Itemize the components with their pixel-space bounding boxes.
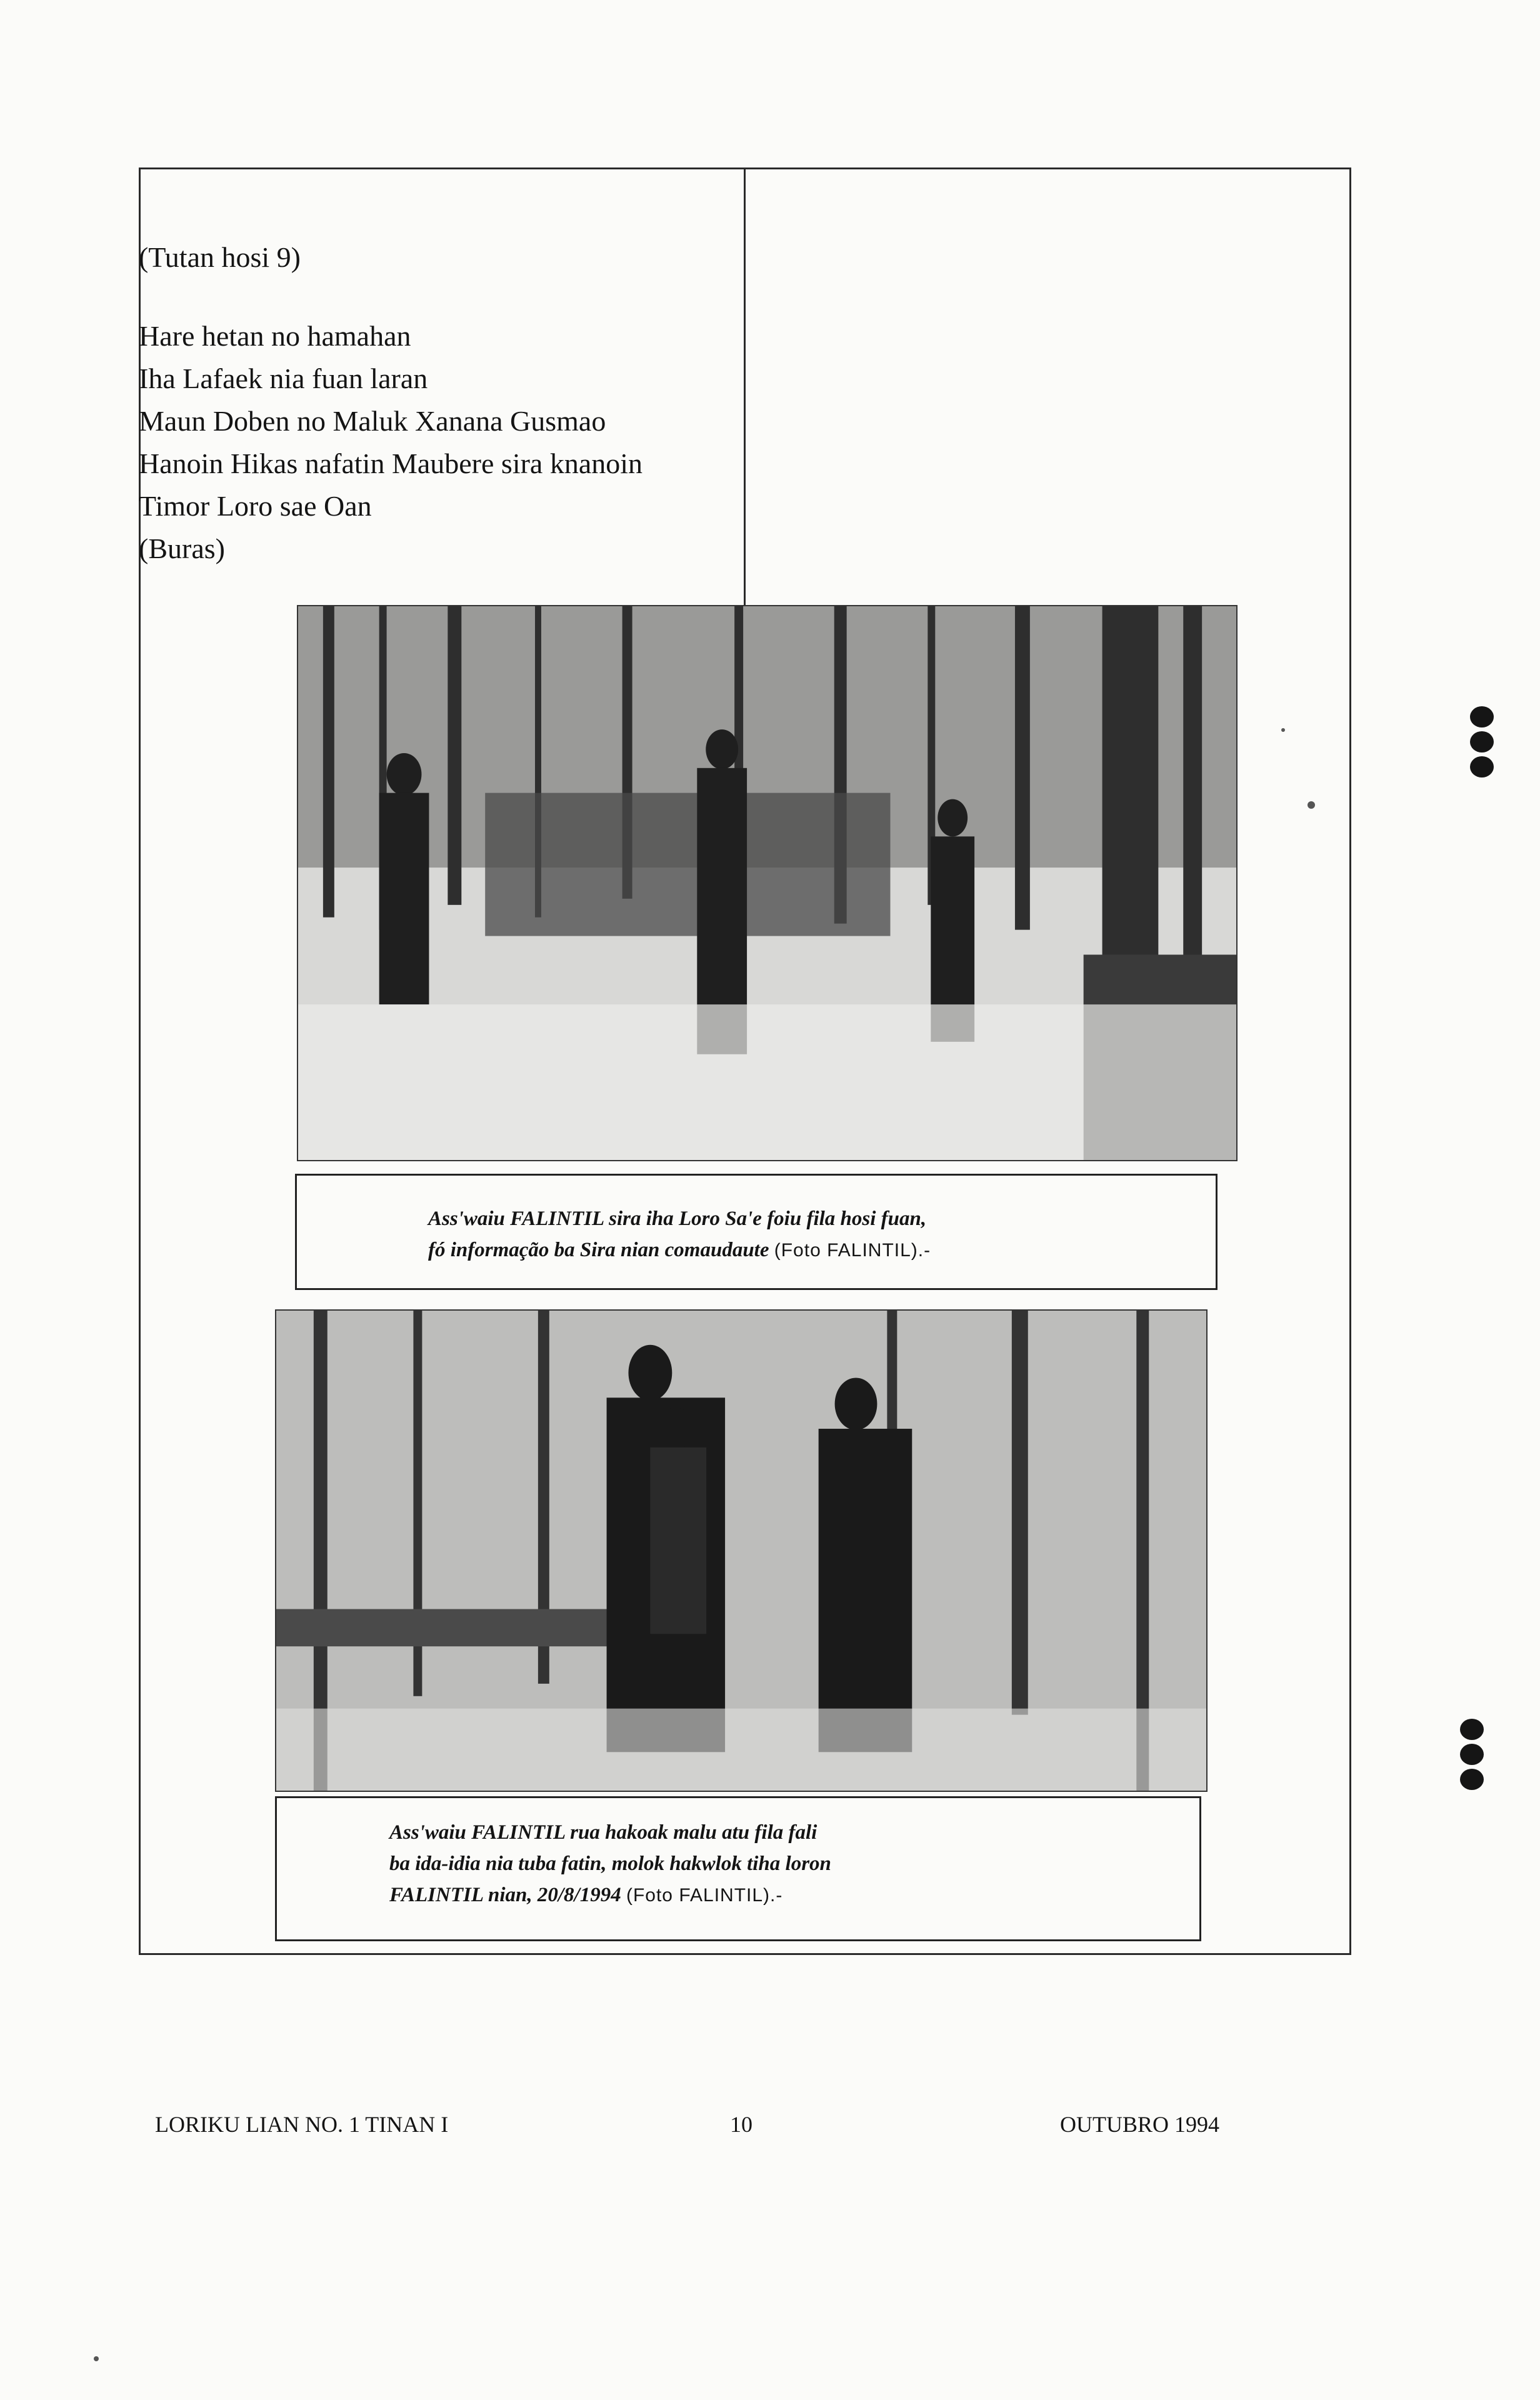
- column-divider: [744, 168, 746, 614]
- binder-holes-top: [1470, 706, 1494, 781]
- poem-line: Maun Doben no Maluk Xanana Gusmao: [139, 405, 606, 437]
- caption-line: Ass'waiu FALINTIL sira iha Loro Sa'e foiu fila hosi fuan,: [428, 1208, 927, 1230]
- photo-credit: (Foto FALINTIL).-: [626, 1885, 783, 1906]
- poem-line: Timor Loro sae Oan: [139, 490, 372, 522]
- photo-falintil-group: [297, 605, 1238, 1161]
- binder-holes-bottom: [1460, 1719, 1484, 1794]
- scan-speck: [94, 2356, 99, 2361]
- footer-publication: LORIKU LIAN NO. 1 TINAN I: [155, 2112, 449, 2137]
- photo-caption-1: [295, 1174, 1218, 1290]
- photo-falintil-embrace: [275, 1309, 1208, 1792]
- photo-credit: (Foto FALINTIL).-: [774, 1240, 931, 1261]
- caption-line: ba ida-idia nia tuba fatin, molok hakwlok tiha loron: [389, 1852, 831, 1875]
- poem-line: Iha Lafaek nia fuan laran: [139, 362, 428, 394]
- poem-block: [139, 236, 642, 570]
- footer-page-number: 10: [730, 2112, 752, 2137]
- poem-line: Hare hetan no hamahan: [139, 320, 411, 352]
- footer-date: OUTUBRO 1994: [1060, 2112, 1220, 2137]
- poem-line: (Buras): [139, 532, 225, 564]
- poem-source-note: (Tutan hosi 9): [139, 241, 301, 273]
- photo-image: [298, 606, 1236, 1160]
- caption-line: Ass'waiu FALINTIL rua hakoak malu atu fila fali: [389, 1821, 818, 1844]
- photo-image: [276, 1311, 1206, 1791]
- photo-caption-2: [275, 1796, 1201, 1941]
- caption-line: fó informação ba Sira nian comaudaute: [428, 1239, 769, 1261]
- poem-line: Hanoin Hikas nafatin Maubere sira knanoin: [139, 448, 643, 479]
- caption-line: FALINTIL nian, 20/8/1994: [389, 1884, 621, 1906]
